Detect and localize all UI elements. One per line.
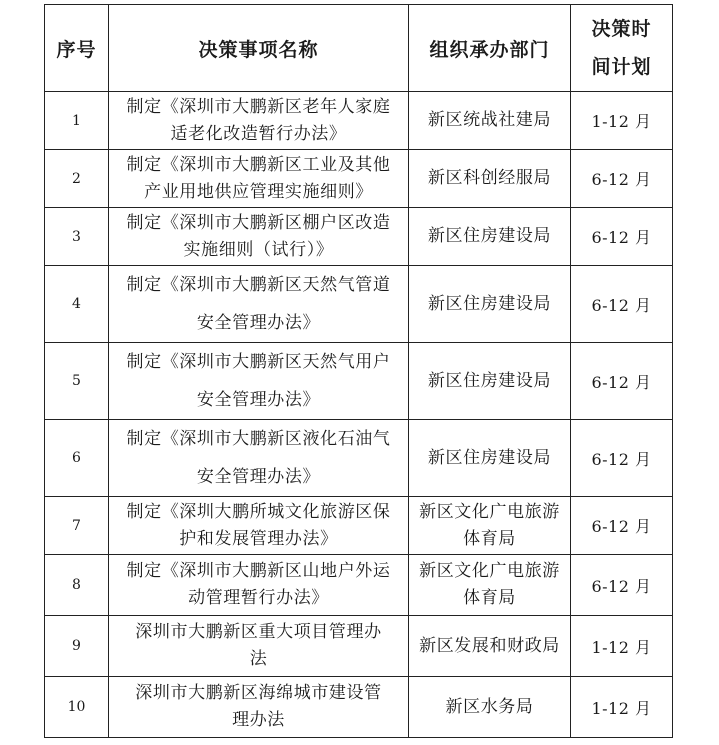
row-item-line1: 制定《深圳市大鹏新区天然气用户 <box>126 352 391 372</box>
row-time: 6-12 月 <box>571 150 673 208</box>
row-dept: 新区住房建设局 <box>409 343 571 420</box>
table-row <box>45 343 673 420</box>
table-header-row <box>45 5 673 92</box>
row-item <box>109 677 409 738</box>
row-item-line2: 安全管理办法》 <box>196 390 321 410</box>
table-row <box>45 92 673 150</box>
row-item-line1: 制定《深圳市大鹏新区棚户区改造 <box>126 212 391 233</box>
row-item-line2: 法 <box>249 649 268 669</box>
row-item <box>109 208 409 266</box>
row-no: 9 <box>45 616 109 677</box>
row-no: 10 <box>45 677 109 738</box>
row-dept-line2: 体育局 <box>463 528 516 549</box>
row-item-line2: 安全管理办法》 <box>196 313 321 333</box>
row-dept: 新区发展和财政局 <box>409 616 571 677</box>
table-row <box>45 616 673 677</box>
row-dept-line1: 新区文化广电旅游 <box>419 501 560 522</box>
row-dept-line1: 新区文化广电旅游 <box>419 561 560 581</box>
row-item-line1: 深圳市大鹏新区海绵城市建设管 <box>135 683 382 703</box>
row-time: 1-12 月 <box>571 677 673 738</box>
row-item-line1: 制定《深圳市大鹏新区工业及其他 <box>126 154 391 175</box>
row-dept <box>409 555 571 616</box>
row-item-line1: 制定《深圳市大鹏新区老年人家庭 <box>126 96 391 117</box>
row-item <box>109 92 409 150</box>
row-item-line1: 制定《深圳大鹏所城文化旅游区保 <box>126 501 391 522</box>
decision-plan-table <box>44 4 673 738</box>
row-item-line2: 适老化改造暂行办法》 <box>170 123 347 144</box>
row-item <box>109 420 409 497</box>
row-item <box>109 266 409 343</box>
table-row <box>45 497 673 555</box>
row-time: 6-12 月 <box>571 497 673 555</box>
table-row <box>45 555 673 616</box>
table-row <box>45 677 673 738</box>
row-dept: 新区统战社建局 <box>409 92 571 150</box>
table-row <box>45 266 673 343</box>
row-item <box>109 150 409 208</box>
header-no: 序号 <box>45 5 109 92</box>
row-time: 6-12 月 <box>571 343 673 420</box>
row-item <box>109 555 409 616</box>
row-time: 6-12 月 <box>571 208 673 266</box>
row-no: 3 <box>45 208 109 266</box>
row-no: 5 <box>45 343 109 420</box>
row-item <box>109 497 409 555</box>
row-no: 2 <box>45 150 109 208</box>
row-time: 6-12 月 <box>571 266 673 343</box>
row-dept: 新区住房建设局 <box>409 266 571 343</box>
row-no: 7 <box>45 497 109 555</box>
row-dept-line2: 体育局 <box>463 588 516 608</box>
header-dept: 组织承办部门 <box>409 5 571 92</box>
row-item-line2: 动管理暂行办法》 <box>188 588 329 608</box>
table-row <box>45 208 673 266</box>
row-item-line1: 制定《深圳市大鹏新区山地户外运 <box>126 561 391 581</box>
row-item-line1: 深圳市大鹏新区重大项目管理办 <box>135 622 382 642</box>
row-dept: 新区住房建设局 <box>409 208 571 266</box>
row-dept: 新区科创经服局 <box>409 150 571 208</box>
row-time: 6-12 月 <box>571 555 673 616</box>
table-row <box>45 420 673 497</box>
row-no: 1 <box>45 92 109 150</box>
row-item-line2: 实施细则（试行）》 <box>183 239 334 260</box>
row-item-line1: 制定《深圳市大鹏新区液化石油气 <box>126 429 391 449</box>
row-no: 8 <box>45 555 109 616</box>
row-item <box>109 616 409 677</box>
row-time: 1-12 月 <box>571 616 673 677</box>
table-row <box>45 150 673 208</box>
row-time: 1-12 月 <box>571 92 673 150</box>
row-dept: 新区水务局 <box>409 677 571 738</box>
header-time-line2: 间计划 <box>591 56 652 78</box>
header-time-line1: 决策时 <box>591 18 652 40</box>
row-no: 4 <box>45 266 109 343</box>
row-dept: 新区住房建设局 <box>409 420 571 497</box>
header-item: 决策事项名称 <box>109 5 409 92</box>
row-dept <box>409 497 571 555</box>
row-item-line2: 理办法 <box>232 710 285 730</box>
row-time: 6-12 月 <box>571 420 673 497</box>
row-item-line2: 护和发展管理办法》 <box>179 528 338 549</box>
row-no: 6 <box>45 420 109 497</box>
row-item <box>109 343 409 420</box>
row-item-line1: 制定《深圳市大鹏新区天然气管道 <box>126 275 391 295</box>
row-item-line2: 安全管理办法》 <box>196 467 321 487</box>
header-time <box>571 5 673 92</box>
row-item-line2: 产业用地供应管理实施细则》 <box>144 181 373 202</box>
